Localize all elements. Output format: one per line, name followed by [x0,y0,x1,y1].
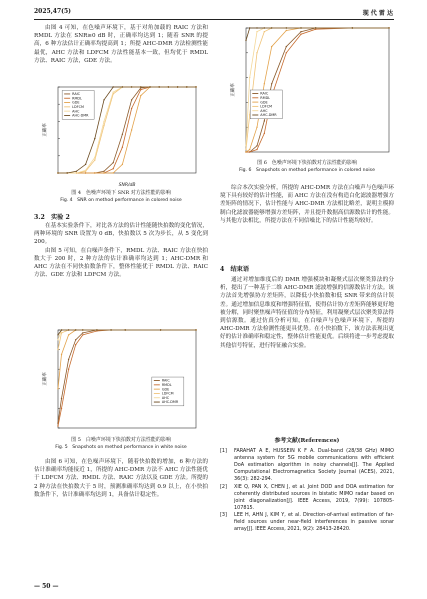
data-point [256,149,257,150]
legend-label: RAIC [260,91,269,96]
reference-number: [3] [220,512,227,519]
data-point [286,46,287,47]
data-point [160,329,161,330]
data-point [103,172,104,173]
data-point [68,369,69,370]
data-point [61,354,62,355]
data-point [68,359,69,360]
data-point [96,329,97,330]
data-point [94,159,95,160]
data-point [57,334,58,335]
fig4-caption-cn: 图 4 色噪声环境下 SNR 对方法性能的影响 [71,190,171,196]
fig6-caption-cn: 图 6 色噪声环境下快拍数对方法性能的影响 [257,160,357,166]
data-point [57,388,58,389]
series-line-ahc-dmr [58,330,196,335]
data-point [110,329,111,330]
data-point [76,171,77,172]
data-point [245,40,246,41]
legend-label: RMDL [161,383,172,388]
paragraph: 综合本次实验分析，所提的 AHC-DMR 方法在白噪声与色噪声环境下具有较好的估计性能，而 AHC 方法在没有构造白化滤波器增强方差矩阵的情况下，估计性能与 AHC-DMR 方法相比略差，说明主模抑制白化滤波器能够增强方差矩阵，并且提升数据高信源数估计的性能。与其他方法相比，所提方法在不同信噪比下的估计性能均较好。 [220,185,394,224]
data-point [264,31,265,32]
data-point [186,86,187,87]
data-point [195,86,196,87]
data-point [286,52,287,53]
data-point [388,27,389,28]
series-line-ahc [58,330,196,340]
legend-label: GDE [161,387,170,392]
data-point [245,149,246,150]
data-point [315,29,316,30]
data-point [264,83,265,84]
data-point [245,151,246,152]
data-point [264,120,265,121]
data-point [256,31,257,32]
reference-text: XIE Q, PAN X, CHEN J, et al. Joint DOD and DOA estimation for coherently distributed sources in bistatic MIMO radar based on joint diagonalization[J]. IEEE Access, 2019, 7(99): 107805-107815. [234,483,394,511]
data-point [103,125,104,126]
y-axis-label: 正确率 [43,372,48,386]
data-point [61,398,62,399]
header-journal: 现 代 雷 达 [362,10,393,17]
data-point [75,344,76,345]
reference-item [220,448,394,483]
data-point [140,95,141,96]
paragraph: 在基本实验条件下，对比各方法的估计性能随快拍数的变化情况，两种环境的 SNR 设置为 0 dB，快拍数以 5 次为步长，从 5 变化到 200。 [34,223,208,246]
data-point [249,149,250,150]
data-point [256,127,257,128]
data-point [256,27,257,28]
data-point [122,86,123,87]
data-point [249,151,250,152]
data-point [122,164,123,165]
x-axis-label: SNR/dB [118,183,136,188]
section-4-text [220,276,394,350]
data-point [140,89,141,90]
data-point [57,339,58,340]
data-point [131,86,132,87]
data-point [300,34,301,35]
data-point [271,27,272,28]
data-point [168,86,169,87]
data-point [195,329,196,330]
legend-label: RMDL [72,96,82,101]
data-point [57,425,58,426]
legend-label: LDFCM [161,391,174,396]
data-point [68,329,69,330]
section-3-2-text [34,222,208,279]
data-point [82,334,83,335]
data-point [113,91,114,92]
legend-label: RAIC [161,378,170,383]
references-list [220,448,394,534]
data-point [75,329,76,330]
reference-text: LEE H, AHN J, KIM Y, et al. Direction-of-arrival estimation of far-field sources under near-field interferences in passive sonar array[J]. IEEE Access, 2021, 9(2): 28413-28420. [234,512,394,533]
reference-item [220,484,394,512]
data-point [68,334,69,335]
data-point [82,329,83,330]
data-point [61,329,62,330]
data-point [103,121,104,122]
data-point [131,108,132,109]
data-point [131,99,132,100]
references-title: 参考文献(References) [274,438,340,444]
data-point [57,172,58,173]
page-number-value: 50 [42,583,51,590]
data-point [76,172,77,173]
y-axis-label: 正确率 [43,123,48,137]
data-point [352,27,353,28]
fig5-chart [40,326,200,436]
section-3-2-title: 3.2 实验 2 [34,214,70,221]
legend-label: AHC [260,108,268,113]
data-point [85,164,86,165]
fig6-chart [228,24,393,160]
reference-number: [1] [220,448,227,454]
data-point [264,27,265,28]
legend-label: LDFCM [72,105,84,110]
legend-label: RAIC [72,92,81,97]
data-point [113,168,114,169]
data-point [94,172,95,173]
data-point [94,157,95,158]
data-point [103,171,104,172]
legend-label: AHC-DMR [260,113,277,118]
data-point [271,83,272,84]
series-line-ldfcm [246,28,389,150]
series-line-ldfcm [58,330,196,350]
reference-text: FARAHAT A E, HUSSEIN K F A. Dual-band (28/38 GHz) MIMO antenna system for 5G mobile communications with efficient DoA estimation algorithm in noisy channels[J]. The Applied Computational Electromagnetics Society Journal (ACES), 2021, 36(3): 282-294. [234,448,394,482]
data-point [57,349,58,350]
series-line-ahc [246,28,389,146]
data-point [300,27,301,28]
data-point [315,27,316,28]
right-mid-text [220,184,394,225]
data-point [122,147,123,148]
data-point [256,52,257,53]
header-issue: 2025,47(5) [34,8,71,15]
reference-item [220,512,394,533]
legend-label: AHC [72,109,80,114]
data-point [264,133,265,134]
data-point [75,339,76,340]
data-point [113,162,114,163]
section-4-title: 4 结束语 [220,266,250,273]
data-point [245,145,246,146]
fig4-caption-en: Fig. 4 SNR on method performance in colored noise [60,198,182,203]
data-point [286,27,287,28]
data-point [85,172,86,173]
data-point [271,46,272,47]
data-point [85,170,86,171]
paragraph: 由图 6 可知，在色噪声环境下，随着快拍数的增加，6 种方法的估计准确率均能接近 1，所提的 AHC-DMR 方法不 AHC 方法性能优于 LDFCM 方法、RMDL 方法、RAIC 方法以及 GDE 方法。所提的 2 种方法在快拍数大于 5 时，预测准确率均达到 0.9 以上，在小快拍数条件下，估计准确率均达到 1，具备估计稳定性。 [34,459,208,498]
data-point [177,86,178,87]
data-point [125,329,126,330]
data-point [249,77,250,78]
legend-label: LDFCM [260,104,273,109]
data-point [131,129,132,130]
data-point [300,31,301,32]
left-bottom-text [34,458,208,499]
fig6-caption-en: Fig. 6 Snapshots on method performance in colored noise [239,168,375,173]
data-point [140,86,141,87]
paragraph: 由图 5 可知，在白噪声条件下，RMDL 方法、RAIC 方法在快拍数大于 200 时，2 种方法的估计准确率均达到 1；AHC-DMR 和 AHC 方法在不同快拍数条件下，整体性能优于 RMDL 方法、RAIC 方法、GDE 方法和 LDFCM 方法。 [34,247,208,279]
data-point [82,332,83,333]
legend-label: AHC [161,395,170,400]
fig5-caption-cn: 图 5 白噪声环境下快拍数对方法性能的影响 [71,437,171,443]
data-point [94,138,95,139]
legend-label: AHC-DMR [72,113,89,118]
legend-label: AHC-DMR [161,400,179,405]
paragraph: 由图 4 可知，在色噪声环境下，基于对角加载的 RAIC 方法和 RMDL 方法在 SNR≥0 dB 时，正确率均达到 1；随着 SNR 的提高，6 种方法估计正确率均提高到 1；所提 AHC-DMR 方法检测性能最优，AHC 方法和 LDFCM 方法性能基本一致，但均优于 RMDL 方法、RAIC 方法，GDE 方法。 [34,25,208,64]
reference-number: [2] [220,483,227,490]
fig5-caption-en: Fig. 5 Snapshots on method performance in white noise [55,445,187,450]
data-point [249,27,250,28]
data-point [113,172,114,173]
data-point [61,408,62,409]
data-point [149,86,150,87]
legend-label: RMDL [260,96,271,100]
fig4-chart [40,83,200,189]
data-point [256,145,257,146]
data-point [113,86,114,87]
data-point [67,172,68,173]
paragraph: 通过对增加维度后的 DMR 增强模块和凝聚式层次聚类算法的分析，提出了一种基于二维 AHC-DMR 滤波增强的信源数估计方法。该方法首先增强协方差矩阵，以降低小快拍数和低 SNR 带来的估计误差。通过增加信息维度和增强特征值，使得估计协方差矩阵能够更好地被分解，同时聚焦噪声特征值的分布特征，利用凝聚式层次聚类算法得到信源数。通过仿真分析可知，在白噪声与色噪声环境下，所提的 AHC-DMR 方法检测性能更具优势。在小快拍数下，该方法表现出更好的估计准确率和稳定性，整体估计性能更优。后续将进一步考虑提取其他信号特征，进行特征融合实验。 [220,277,394,349]
y-axis-label: 正确率 [231,83,236,97]
data-point [286,30,287,31]
legend-label: GDE [260,100,268,105]
left-top-text [34,24,208,65]
data-point [159,86,160,87]
header-rule [34,19,394,20]
legend-label: GDE [72,100,80,105]
series-line-raic [58,330,196,423]
data-point [122,134,123,135]
data-point [103,99,104,100]
page-number: — 50 — [34,583,59,590]
